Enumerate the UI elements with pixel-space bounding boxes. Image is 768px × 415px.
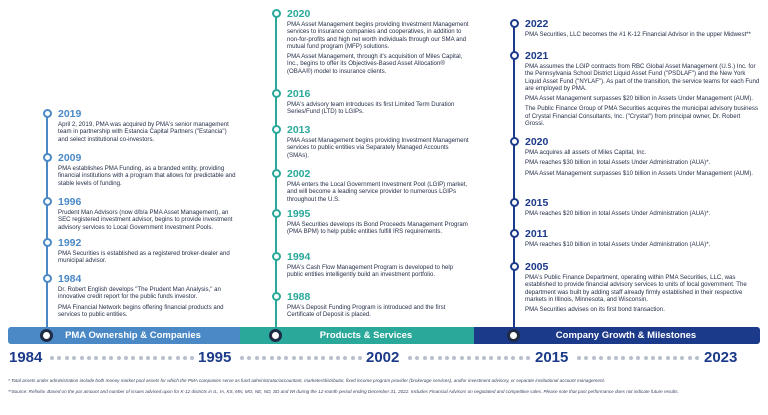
axis-dot — [109, 356, 113, 360]
axis-year-1995: 1995 — [198, 349, 232, 366]
axis-dot — [621, 356, 625, 360]
entry-year: 1994 — [287, 251, 311, 263]
timeline-marker — [510, 19, 519, 28]
timeline-marker — [510, 198, 519, 207]
band-growth-label: Company Growth & Milestones — [555, 330, 697, 341]
axis-dot — [445, 356, 449, 360]
axis-dot — [519, 356, 523, 360]
axis-dot — [680, 356, 684, 360]
footnote-source: **Source: Refinitiv. Based on the par amount and number of issues advised upon for K-12 districts in IL, IA, KS, MN, MO, NE, ND, SD and WI during the 12-month period ending December 31, 2022. Includes Financial Advisors on negotiated and competitive sales. Please note that past performance does not indicate future results. — [8, 389, 679, 394]
axis-dot — [607, 356, 611, 360]
timeline-line-growth — [513, 24, 515, 330]
timeline-marker — [272, 169, 281, 178]
entry-paragraph: PMA Securities develops its Bond Proceeds Management Program (PMA BPM) to help public entities fulfill IRS requirements. — [287, 221, 468, 236]
timeline-marker — [43, 238, 52, 247]
axis-dot — [240, 356, 244, 360]
timeline-marker — [43, 109, 52, 118]
entry-text — [58, 209, 238, 234]
axis-dot — [415, 356, 419, 360]
entry-year: 2021 — [525, 50, 549, 62]
axis-dot — [131, 356, 135, 360]
axis-dot — [584, 356, 588, 360]
entry-paragraph: PMA Asset Management begins providing Investment Management services to public entities via Separately Managed Accounts (SMAs). — [287, 137, 469, 159]
axis-dots-3 — [408, 356, 534, 360]
axis-dot — [57, 356, 61, 360]
entry-text — [525, 149, 760, 180]
axis-dot — [651, 356, 655, 360]
entry-text — [525, 274, 760, 316]
axis-dot — [666, 356, 670, 360]
axis-dot — [526, 356, 530, 360]
entry-year: 1984 — [58, 273, 82, 285]
entry-paragraph: PMA Asset Management begins providing Investment Management services to insurance companies and cooperatives, in addition to non-for-profits and high net worth individuals through our SMA and mutual fund program (MFP) solutions. — [287, 21, 469, 50]
entry-paragraph: PMA Securities, LLC becomes the #1 K-12 Financial Advisor in the upper Midwest** — [525, 31, 751, 38]
axis-dot — [314, 356, 318, 360]
footnote-aua: * Total assets under administration include both money market pool assets for which the PMA companies serve as fund administrator/accountant, marketer/distributor, fixed income program provider (brokerage services), and/or investment advisory, or separate institutional account management. — [8, 378, 606, 383]
entry-year: 2002 — [287, 168, 311, 180]
axis-dot — [124, 356, 128, 360]
axis-dot — [599, 356, 603, 360]
axis-dots-4 — [577, 356, 703, 360]
axis-dot — [284, 356, 288, 360]
axis-year-1984: 1984 — [9, 349, 43, 366]
entry-year: 1996 — [58, 196, 82, 208]
entry-paragraph: PMA Asset Management, through it's acquisition of Miles Capital, Inc., begins to offer its Objectives-Based Asset Allocation® (OBAA®) model to insurance clients. — [287, 53, 463, 75]
axis-dot — [688, 356, 692, 360]
axis-dot — [482, 356, 486, 360]
entry-year: 2020 — [525, 136, 549, 148]
entry-text — [287, 21, 469, 78]
axis-dot — [168, 356, 172, 360]
entry-year: 2022 — [525, 18, 549, 30]
entry-text — [287, 137, 469, 162]
axis-dot — [255, 356, 259, 360]
axis-dots-2 — [240, 356, 366, 360]
axis-dot — [504, 356, 508, 360]
band-marker-growth — [507, 329, 520, 342]
axis-dot — [139, 356, 143, 360]
axis-dot — [176, 356, 180, 360]
axis-dot — [489, 356, 493, 360]
axis-dot — [292, 356, 296, 360]
axis-dot — [629, 356, 633, 360]
axis-dot — [161, 356, 165, 360]
axis-dot — [94, 356, 98, 360]
entry-year: 2009 — [58, 152, 82, 164]
axis-dot — [247, 356, 251, 360]
entry-paragraph: PMA acquires all assets of Miles Capital, Inc. — [525, 149, 647, 156]
axis-dot — [321, 356, 325, 360]
timeline-marker — [510, 229, 519, 238]
axis-dot — [146, 356, 150, 360]
entry-year: 2020 — [287, 8, 311, 20]
entry-year: 2016 — [287, 88, 311, 100]
timeline-marker — [510, 137, 519, 146]
entry-year: 1988 — [287, 291, 311, 303]
axis-dot — [475, 356, 479, 360]
entry-paragraph: PMA Financial Network begins offering financial products and services to public entities. — [58, 303, 224, 318]
entry-paragraph: PMA assumes the LGIP contracts from RBC Global Asset Management (U.S.) Inc. for the Pennsylvania School District Liquid Asset Fund ("PSDLAF") and the New York Liquid Asset Fund ("NYLAF"). As part of the transition, the service teams for each Fund are employed by PMA. — [525, 63, 760, 92]
entry-text — [287, 264, 469, 282]
axis-dot — [299, 356, 303, 360]
entry-paragraph: PMA Asset Management surpasses $20 billion in Assets Under Management (AUM). — [525, 95, 753, 103]
entry-year: 2005 — [525, 261, 549, 273]
axis-dot — [452, 356, 456, 360]
axis-dot — [117, 356, 121, 360]
axis-dot — [467, 356, 471, 360]
axis-dot — [336, 356, 340, 360]
axis-dot — [351, 356, 355, 360]
band-products-label: Products & Services — [319, 330, 413, 341]
entry-year: 2019 — [58, 108, 82, 120]
entry-paragraph: PMA Securities advises on its first bond transaction. — [525, 306, 665, 314]
axis-dot — [87, 356, 91, 360]
entry-text — [525, 241, 760, 251]
axis-dot — [673, 356, 677, 360]
axis-dots-1 — [50, 356, 200, 360]
axis-dot — [592, 356, 596, 360]
entry-year: 2013 — [287, 124, 311, 136]
axis-dot — [430, 356, 434, 360]
axis-dot — [636, 356, 640, 360]
entry-paragraph: PMA Asset Management surpasses $10 billion in Assets Under Management (AUM). — [525, 169, 753, 177]
axis-dot — [307, 356, 311, 360]
entry-text — [287, 181, 469, 206]
timeline-marker — [272, 9, 281, 18]
axis-dot — [270, 356, 274, 360]
axis-dot — [644, 356, 648, 360]
entry-text — [58, 165, 238, 190]
axis-dot — [658, 356, 662, 360]
axis-dot — [72, 356, 76, 360]
band-marker-products — [269, 329, 282, 342]
entry-paragraph: Prudent Man Advisors (now d/b/a PMA Asset Management), an SEC registered investment advisor, begins to provide investment advisory services to Local Government Investment Pools. — [58, 209, 233, 231]
entry-paragraph: PMA reaches $10 billion in total Assets Under Administration (AUA)*. — [525, 241, 711, 248]
axis-dot — [50, 356, 54, 360]
entry-paragraph: PMA reaches $30 billion in total Assets Under Administration (AUA)*. — [525, 159, 711, 167]
timeline-line-ownership — [46, 112, 48, 330]
entry-text — [58, 121, 238, 146]
axis-dot — [102, 356, 106, 360]
timeline-marker — [510, 51, 519, 60]
axis-year-2015: 2015 — [535, 349, 569, 366]
entry-paragraph: The Public Finance Group of PMA Securities acquires the municipal advisory business of Crystal Financial Consultants, Inc. ("Crystal") from principal owner, Dr. Robert Grossi. — [525, 105, 759, 128]
axis-dot — [262, 356, 266, 360]
axis-dot — [614, 356, 618, 360]
axis-dot — [190, 356, 194, 360]
entry-text — [287, 101, 469, 119]
entry-text — [287, 304, 469, 322]
timeline-marker — [43, 153, 52, 162]
entry-paragraph: April 2, 2019, PMA was acquired by PMA's senior management team in partnership with Estancia Capital Partners ("Estancia") and select institutional co-investors. — [58, 121, 229, 143]
axis-dot — [329, 356, 333, 360]
axis-dot — [695, 356, 699, 360]
entry-text — [58, 286, 238, 321]
entry-text — [525, 210, 760, 220]
axis-dot — [511, 356, 515, 360]
axis-dot — [277, 356, 281, 360]
entry-year: 2015 — [525, 197, 549, 209]
entry-paragraph: Dr. Robert English develops "The Prudent Man Analysis," an innovative credit report for the public funds investor. — [58, 286, 221, 301]
timeline-marker — [43, 197, 52, 206]
axis-dot — [408, 356, 412, 360]
timeline-marker — [43, 274, 52, 283]
timeline-marker — [272, 125, 281, 134]
axis-year-2023: 2023 — [704, 349, 738, 366]
entry-text — [525, 31, 760, 41]
axis-dot — [438, 356, 442, 360]
axis-dot — [183, 356, 187, 360]
entry-paragraph: PMA establishes PMA Funding, as a branded entity, providing financial institutions with a program that allows for predictable and stable levels of funding. — [58, 165, 236, 187]
axis-dot — [65, 356, 69, 360]
entry-paragraph: PMA's Public Finance Department, operating within PMA Securities, LLC, was established to provide financial advisory services to units of local government. The department was built by adding staff already firmly established in their respective markets in Illinois, Minnesota, and Wisconsin. — [525, 274, 747, 303]
axis-dot — [460, 356, 464, 360]
entry-text — [287, 221, 469, 239]
timeline-marker — [272, 252, 281, 261]
entry-paragraph: PMA Securities is established as a registered broker-dealer and municipal advisor. — [58, 250, 230, 265]
axis-dot — [80, 356, 84, 360]
band-ownership-label: PMA Ownership & Companies — [65, 330, 201, 341]
axis-dot — [497, 356, 501, 360]
entry-year: 1992 — [58, 237, 82, 249]
timeline-marker — [272, 292, 281, 301]
timeline-marker — [272, 89, 281, 98]
entry-paragraph: PMA reaches $20 billion in total Assets Under Administration (AUA)*. — [525, 210, 711, 217]
entry-year: 2011 — [525, 228, 548, 240]
axis-dot — [423, 356, 427, 360]
entry-paragraph: PMA enters the Local Government Investment Pool (LGIP) market, and will become a leading service provider to numerous LGIPs throughout the U.S. — [287, 181, 468, 203]
timeline-marker — [272, 209, 281, 218]
axis-dot — [358, 356, 362, 360]
axis-dot — [343, 356, 347, 360]
axis-dot — [577, 356, 581, 360]
entry-text — [525, 63, 760, 130]
entry-paragraph: PMA's advisory team introduces its first Limited Term Duration Series/Fund (LTD) to LGIPs. — [287, 101, 455, 116]
timeline-marker — [510, 262, 519, 271]
band-marker-ownership — [40, 329, 53, 342]
axis-year-2002: 2002 — [366, 349, 400, 366]
axis-dot — [153, 356, 157, 360]
entry-paragraph: PMA's Deposit Funding Program is introduced and the first Certificate of Deposit is placed. — [287, 304, 446, 319]
entry-paragraph: PMA's Cash Flow Management Program is developed to help public entities intelligently build an investment portfolio. — [287, 264, 454, 279]
entry-year: 1995 — [287, 208, 311, 220]
entry-text — [58, 250, 238, 268]
